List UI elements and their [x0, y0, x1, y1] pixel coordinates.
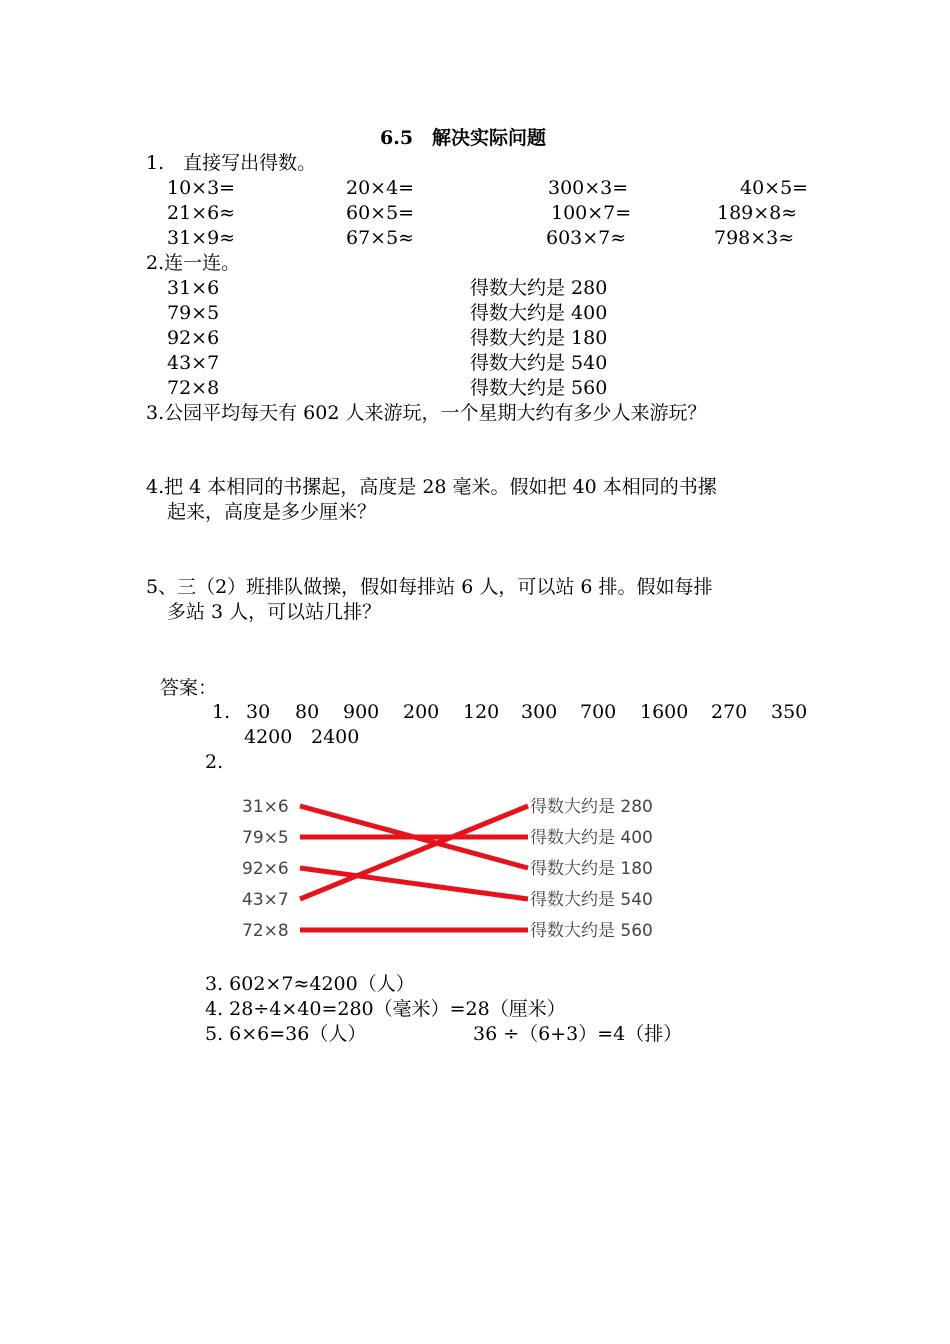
page-title: 6.5 解决实际问题	[380, 127, 547, 149]
answer-1-value: 300	[521, 701, 558, 723]
q5-line1: 5、三（2）班排队做操，假如每排站 6 人，可以站 6 排。假如每排	[146, 576, 713, 598]
answer-2-label: 2.	[205, 751, 224, 773]
q1-expr: 40×5=	[740, 177, 809, 199]
answer-1-value: 4200	[244, 726, 293, 748]
q1-expr: 100×7=	[551, 202, 632, 224]
q2-heading: 2.连一连。	[146, 252, 241, 274]
q4-line2: 起来，高度是多少厘米？	[167, 501, 377, 523]
q2-right-item: 得数大约是 540	[470, 352, 608, 374]
q1-expr: 10×3=	[167, 177, 236, 199]
q2-left-item: 72×8	[167, 377, 220, 399]
diagram-right-label: 得数大约是 560	[530, 921, 653, 941]
q2-right-item: 得数大约是 280	[470, 277, 608, 299]
answer-1-value: 120	[463, 701, 500, 723]
q1-expr: 60×5=	[346, 202, 415, 224]
q3-text: 3.公园平均每天有 602 人来游玩，一个星期大约有多少人来游玩？	[146, 402, 707, 424]
diagram-left-label: 79×5	[242, 828, 289, 848]
answer-1-label: 1.	[212, 701, 231, 723]
answer-1-value: 270	[711, 701, 748, 723]
q1-expr: 798×3≈	[714, 227, 795, 249]
diagram-left-label: 43×7	[242, 890, 289, 910]
answer-1-value: 200	[403, 701, 440, 723]
q1-heading: 1. 直接写出得数。	[146, 152, 317, 174]
answer-5-part2: 36 ÷（6+3）=4（排）	[473, 1023, 683, 1045]
q2-right-item: 得数大约是 400	[470, 302, 608, 324]
answers-heading: 答案：	[160, 677, 218, 699]
answer-1-value: 350	[771, 701, 808, 723]
answer-1-value: 700	[580, 701, 617, 723]
answer-1-value: 900	[343, 701, 380, 723]
q1-expr: 603×7≈	[546, 227, 627, 249]
q2-left-item: 43×7	[167, 352, 220, 374]
answer-3: 3. 602×7≈4200（人）	[205, 973, 415, 995]
q4-line1: 4.把 4 本相同的书摞起，高度是 28 毫米。假如把 40 本相同的书摞	[146, 476, 717, 498]
q2-right-item: 得数大约是 560	[470, 377, 608, 399]
diagram-left-label: 72×8	[242, 921, 289, 941]
answer-1-value: 2400	[311, 726, 360, 748]
diagram-right-label: 得数大约是 540	[530, 890, 653, 910]
q2-left-item: 92×6	[167, 327, 220, 349]
q1-expr: 20×4=	[346, 177, 415, 199]
matching-diagram	[230, 788, 690, 948]
diagram-left-label: 92×6	[242, 859, 289, 879]
diagram-right-label: 得数大约是 180	[530, 859, 653, 879]
q2-right-item: 得数大约是 180	[470, 327, 608, 349]
answer-5-part1: 5. 6×6=36（人）	[205, 1023, 367, 1045]
answer-1-value: 80	[295, 701, 320, 723]
q1-expr: 21×6≈	[167, 202, 236, 224]
diagram-left-label: 31×6	[242, 797, 289, 817]
answer-1-value: 30	[246, 701, 271, 723]
q1-expr: 67×5≈	[346, 227, 415, 249]
q2-left-item: 79×5	[167, 302, 220, 324]
q1-expr: 31×9≈	[167, 227, 236, 249]
q1-expr: 189×8≈	[717, 202, 798, 224]
diagram-right-label: 得数大约是 400	[530, 828, 653, 848]
q2-left-item: 31×6	[167, 277, 220, 299]
diagram-right-label: 得数大约是 280	[530, 797, 653, 817]
answer-1-value: 1600	[640, 701, 689, 723]
answer-4: 4. 28÷4×40=280（毫米）=28（厘米）	[205, 998, 566, 1020]
q1-expr: 300×3=	[548, 177, 629, 199]
q5-line2: 多站 3 人，可以站几排？	[167, 601, 382, 623]
